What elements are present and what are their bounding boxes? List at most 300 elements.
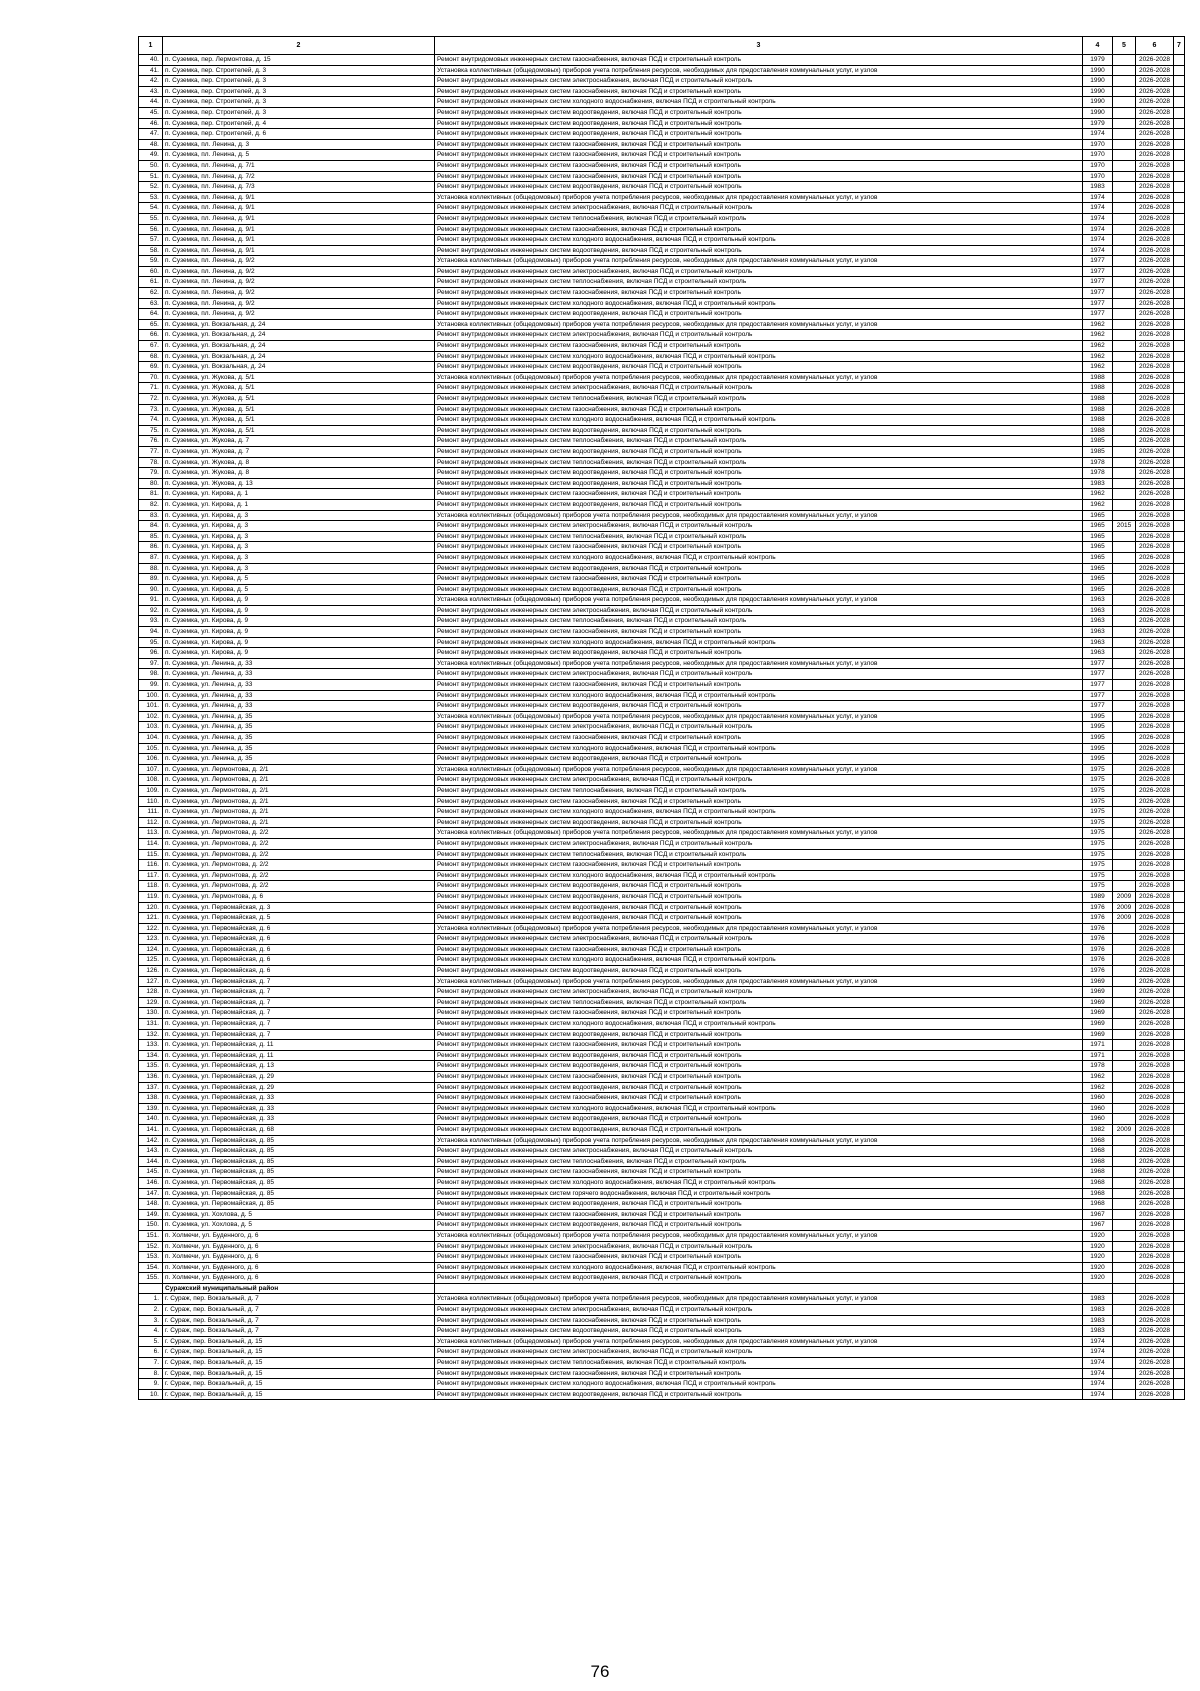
cell-work-type: Ремонт внутридомовых инженерных систем теплоснабжения, включая ПСД и строительный контроль — [435, 436, 1083, 447]
cell-last-repair-year: 2009 — [1113, 913, 1136, 924]
cell-build-year: 1977 — [1083, 658, 1113, 669]
cell-work-type: Ремонт внутридомовых инженерных систем водоотведения, включая ПСД и строительный контроль — [435, 1082, 1083, 1093]
cell-build-year: 1979 — [1083, 118, 1113, 129]
cell-build-year: 1977 — [1083, 680, 1113, 691]
cell-extra — [1174, 213, 1185, 224]
cell-work-type: Ремонт внутридомовых инженерных систем холодного водоснабжения, включая ПСД и строительный контроль — [435, 743, 1083, 754]
cell-work-type: Ремонт внутридомовых инженерных систем водоотведения, включая ПСД и строительный контроль — [435, 182, 1083, 193]
cell-planned-period: 2026-2028 — [1136, 785, 1174, 796]
cell-build-year: 1988 — [1083, 372, 1113, 383]
cell-row-number: 139. — [139, 1103, 163, 1114]
table-row — [139, 319, 1185, 330]
cell-address: п. Суземка, пер. Строителей, д. 3 — [163, 97, 435, 108]
table-row — [139, 574, 1185, 585]
cell-planned-period: 2026-2028 — [1136, 404, 1174, 415]
cell-row-number: 147. — [139, 1188, 163, 1199]
cell-row-number: 80. — [139, 478, 163, 489]
cell-address: п. Суземка, ул. Кирова, д. 3 — [163, 542, 435, 553]
cell-build-year: 1974 — [1083, 235, 1113, 246]
cell-build-year: 1968 — [1083, 1156, 1113, 1167]
cell-last-repair-year — [1113, 436, 1136, 447]
cell-row-number: 90. — [139, 584, 163, 595]
cell-row-number: 94. — [139, 627, 163, 638]
cell-planned-period: 2026-2028 — [1136, 97, 1174, 108]
cell-last-repair-year — [1113, 1389, 1136, 1400]
header-cell-3: 3 — [435, 37, 1083, 55]
cell-row-number: 42. — [139, 76, 163, 87]
cell-build-year: 1975 — [1083, 775, 1113, 786]
cell-extra — [1174, 372, 1185, 383]
cell-extra — [1174, 1167, 1185, 1178]
table-row — [139, 1072, 1185, 1083]
cell-build-year: 1963 — [1083, 595, 1113, 606]
cell-planned-period: 2026-2028 — [1136, 1093, 1174, 1104]
table-row — [139, 277, 1185, 288]
cell-extra — [1174, 499, 1185, 510]
cell-build-year: 1995 — [1083, 733, 1113, 744]
cell-extra — [1174, 1061, 1185, 1072]
cell-row-number: 136. — [139, 1072, 163, 1083]
cell-extra — [1174, 1156, 1185, 1167]
cell-row-number: 51. — [139, 171, 163, 182]
cell-extra — [1174, 97, 1185, 108]
cell-address: п. Суземка, ул. Первомайская, д. 85 — [163, 1167, 435, 1178]
table-row — [139, 446, 1185, 457]
cell-planned-period: 2026-2028 — [1136, 1336, 1174, 1347]
table-row — [139, 425, 1185, 436]
cell-planned-period: 2026-2028 — [1136, 1040, 1174, 1051]
table-row — [139, 150, 1185, 161]
cell-last-repair-year — [1113, 1315, 1136, 1326]
cell-extra — [1174, 1008, 1185, 1019]
cell-work-type: Ремонт внутридомовых инженерных систем газоснабжения, включая ПСД и строительный контроль — [435, 1040, 1083, 1051]
table-row — [139, 944, 1185, 955]
cell-address: п. Суземка, ул. Ленина, д. 35 — [163, 711, 435, 722]
cell-work-type: Ремонт внутридомовых инженерных систем водоотведения, включая ПСД и строительный контроль — [435, 913, 1083, 924]
cell-last-repair-year — [1113, 764, 1136, 775]
cell-extra — [1174, 955, 1185, 966]
cell-last-repair-year — [1113, 1093, 1136, 1104]
cell-last-repair-year — [1113, 266, 1136, 277]
cell-address: п. Суземка, пл. Ленина, д. 9/1 — [163, 192, 435, 203]
cell-build-year: 1983 — [1083, 182, 1113, 193]
table-row — [139, 213, 1185, 224]
cell-row-number: 45. — [139, 107, 163, 118]
cell-last-repair-year: 2009 — [1113, 891, 1136, 902]
cell-work-type: Ремонт внутридомовых инженерных систем газоснабжения, включая ПСД и строительный контроль — [435, 404, 1083, 415]
cell-work-type: Установка коллективных (общедомовых) приборов учета потребления ресурсов, необходимых для предоставления коммунальных услуг, и узлов — [435, 1230, 1083, 1241]
cell-address: п. Суземка, ул. Первомайская, д. 29 — [163, 1072, 435, 1083]
cell-row-number: 92. — [139, 605, 163, 616]
cell-planned-period: 2026-2028 — [1136, 701, 1174, 712]
cell-row-number: 126. — [139, 966, 163, 977]
cell-row-number: 47. — [139, 129, 163, 140]
cell-build-year: 1974 — [1083, 213, 1113, 224]
cell-row-number: 151. — [139, 1230, 163, 1241]
cell-extra — [1174, 913, 1185, 924]
cell-last-repair-year — [1113, 192, 1136, 203]
cell-row-number: 120. — [139, 902, 163, 913]
cell-build-year: 1969 — [1083, 997, 1113, 1008]
table-row — [139, 1379, 1185, 1390]
cell-address: п. Суземка, пл. Ленина, д. 9/2 — [163, 288, 435, 299]
cell-address: п. Суземка, ул. Кирова, д. 9 — [163, 637, 435, 648]
cell-planned-period: 2026-2028 — [1136, 1103, 1174, 1114]
cell-last-repair-year — [1113, 1305, 1136, 1316]
cell-extra — [1174, 160, 1185, 171]
cell-build-year: 1963 — [1083, 637, 1113, 648]
cell-work-type: Ремонт внутридомовых инженерных систем газоснабжения, включая ПСД и строительный контроль — [435, 1368, 1083, 1379]
cell-address: п. Суземка, ул. Вокзальная, д. 24 — [163, 362, 435, 373]
cell-planned-period: 2026-2028 — [1136, 574, 1174, 585]
cell-last-repair-year — [1113, 1040, 1136, 1051]
cell-address: п. Суземка, ул. Первомайская, д. 29 — [163, 1082, 435, 1093]
cell-work-type: Ремонт внутридомовых инженерных систем холодного водоснабжения, включая ПСД и строительный контроль — [435, 552, 1083, 563]
cell-extra — [1174, 139, 1185, 150]
cell-row-number: 143. — [139, 1146, 163, 1157]
cell-row-number: 118. — [139, 881, 163, 892]
cell-row-number: 145. — [139, 1167, 163, 1178]
cell-address: п. Суземка, ул. Вокзальная, д. 24 — [163, 351, 435, 362]
cell-extra — [1174, 891, 1185, 902]
cell-address: п. Суземка, пл. Ленина, д. 9/2 — [163, 309, 435, 320]
cell-build-year: 1977 — [1083, 298, 1113, 309]
cell-address: п. Суземка, ул. Жукова, д. 5/1 — [163, 383, 435, 394]
table-row — [139, 341, 1185, 352]
cell-extra — [1174, 383, 1185, 394]
cell-build-year: 1976 — [1083, 902, 1113, 913]
cell-address: г. Сураж, пер. Вокзальный, д. 7 — [163, 1315, 435, 1326]
cell-build-year: 1995 — [1083, 754, 1113, 765]
table-row — [139, 55, 1185, 66]
cell-build-year: 1976 — [1083, 966, 1113, 977]
cell-planned-period: 2026-2028 — [1136, 1379, 1174, 1390]
cell-build-year: 1962 — [1083, 489, 1113, 500]
cell-build-year: 1968 — [1083, 1177, 1113, 1188]
cell-planned-period: 2026-2028 — [1136, 1146, 1174, 1157]
cell-address: п. Суземка, ул. Лермонтова, д. 2/1 — [163, 764, 435, 775]
cell-planned-period: 2026-2028 — [1136, 1326, 1174, 1337]
cell-last-repair-year — [1113, 870, 1136, 881]
cell-last-repair-year — [1113, 55, 1136, 66]
cell-planned-period: 2026-2028 — [1136, 637, 1174, 648]
cell-build-year: 1968 — [1083, 1146, 1113, 1157]
cell-extra — [1174, 256, 1185, 267]
cell-last-repair-year — [1113, 807, 1136, 818]
cell-build-year: 1975 — [1083, 828, 1113, 839]
cell-work-type: Ремонт внутридомовых инженерных систем теплоснабжения, включая ПСД и строительный контроль — [435, 785, 1083, 796]
cell-extra — [1174, 341, 1185, 352]
table-row — [139, 775, 1185, 786]
table-row — [139, 1177, 1185, 1188]
cell-row-number: 77. — [139, 446, 163, 457]
cell-planned-period: 2026-2028 — [1136, 1305, 1174, 1316]
table-row — [139, 235, 1185, 246]
cell-planned-period: 2026-2028 — [1136, 648, 1174, 659]
cell-work-type: Ремонт внутридомовых инженерных систем газоснабжения, включая ПСД и строительный контроль — [435, 224, 1083, 235]
table-row — [139, 489, 1185, 500]
table-row — [139, 1273, 1185, 1284]
table-row — [139, 1389, 1185, 1400]
cell-address: п. Суземка, ул. Ленина, д. 35 — [163, 722, 435, 733]
cell-last-repair-year — [1113, 722, 1136, 733]
cell-last-repair-year — [1113, 160, 1136, 171]
cell-address: г. Сураж, пер. Вокзальный, д. 15 — [163, 1368, 435, 1379]
cell-build-year: 1985 — [1083, 436, 1113, 447]
cell-work-type: Установка коллективных (общедомовых) приборов учета потребления ресурсов, необходимых для предоставления коммунальных услуг, и узлов — [435, 595, 1083, 606]
cell-row-number: 76. — [139, 436, 163, 447]
table-row — [139, 955, 1185, 966]
cell-build-year: 1962 — [1083, 330, 1113, 341]
cell-build-year: 1920 — [1083, 1241, 1113, 1252]
cell-address: п. Суземка, ул. Кирова, д. 3 — [163, 552, 435, 563]
section-row — [139, 1283, 1185, 1294]
cell-extra — [1174, 701, 1185, 712]
cell-work-type: Ремонт внутридомовых инженерных систем холодного водоснабжения, включая ПСД и строительный контроль — [435, 955, 1083, 966]
cell-address: г. Сураж, пер. Вокзальный, д. 7 — [163, 1326, 435, 1337]
cell-build-year: 1977 — [1083, 701, 1113, 712]
cell-extra — [1174, 648, 1185, 659]
table-row — [139, 468, 1185, 479]
cell-planned-period: 2026-2028 — [1136, 838, 1174, 849]
cell-build-year: 1990 — [1083, 97, 1113, 108]
cell-extra — [1174, 722, 1185, 733]
cell-planned-period: 2026-2028 — [1136, 436, 1174, 447]
cell-last-repair-year — [1113, 658, 1136, 669]
cell-work-type: Установка коллективных (общедомовых) приборов учета потребления ресурсов, необходимых для предоставления коммунальных услуг, и узлов — [435, 764, 1083, 775]
cell-last-repair-year — [1113, 97, 1136, 108]
table-row — [139, 1336, 1185, 1347]
cell-row-number: 102. — [139, 711, 163, 722]
cell-extra — [1174, 1040, 1185, 1051]
cell-address: г. Сураж, пер. Вокзальный, д. 15 — [163, 1336, 435, 1347]
cell-extra — [1174, 1019, 1185, 1030]
cell-extra — [1174, 531, 1185, 542]
cell-work-type: Установка коллективных (общедомовых) приборов учета потребления ресурсов, необходимых для предоставления коммунальных услуг, и узлов — [435, 510, 1083, 521]
cell-last-repair-year — [1113, 256, 1136, 267]
header-cell-7: 7 — [1174, 37, 1185, 55]
cell-address: п. Суземка, ул. Кирова, д. 9 — [163, 648, 435, 659]
cell-row-number: 3. — [139, 1315, 163, 1326]
cell-planned-period: 2026-2028 — [1136, 796, 1174, 807]
cell-build-year: 1920 — [1083, 1230, 1113, 1241]
cell-work-type: Ремонт внутридомовых инженерных систем водоотведения, включая ПСД и строительный контроль — [435, 1273, 1083, 1284]
cell-extra — [1174, 733, 1185, 744]
cell-extra — [1174, 1103, 1185, 1114]
table-row — [139, 65, 1185, 76]
cell-planned-period: 2026-2028 — [1136, 1177, 1174, 1188]
cell-last-repair-year — [1113, 457, 1136, 468]
cell-last-repair-year — [1113, 1146, 1136, 1157]
cell-address: п. Суземка, пл. Ленина, д. 3 — [163, 139, 435, 150]
cell-extra — [1174, 1252, 1185, 1263]
cell-last-repair-year — [1113, 531, 1136, 542]
cell-planned-period: 2026-2028 — [1136, 446, 1174, 457]
table-row — [139, 118, 1185, 129]
cell-build-year: 1968 — [1083, 1188, 1113, 1199]
cell-address: п. Суземка, пл. Ленина, д. 9/1 — [163, 224, 435, 235]
cell-extra — [1174, 1124, 1185, 1135]
cell-work-type: Ремонт внутридомовых инженерных систем газоснабжения, включая ПСД и строительный контроль — [435, 1209, 1083, 1220]
cell-row-number: 153. — [139, 1252, 163, 1263]
cell-build-year: 1968 — [1083, 1199, 1113, 1210]
table-row — [139, 722, 1185, 733]
cell-address: п. Суземка, ул. Первомайская, д. 7 — [163, 997, 435, 1008]
cell-planned-period: 2026-2028 — [1136, 489, 1174, 500]
cell-build-year: 1978 — [1083, 468, 1113, 479]
cell-last-repair-year — [1113, 616, 1136, 627]
cell-work-type: Ремонт внутридомовых инженерных систем электроснабжения, включая ПСД и строительный контроль — [435, 1146, 1083, 1157]
cell-last-repair-year — [1113, 489, 1136, 500]
cell-address: г. Сураж, пер. Вокзальный, д. 15 — [163, 1379, 435, 1390]
cell-row-number: 134. — [139, 1050, 163, 1061]
cell-work-type: Ремонт внутридомовых инженерных систем водоотведения, включая ПСД и строительный контроль — [435, 563, 1083, 574]
cell-planned-period: 2026-2028 — [1136, 1209, 1174, 1220]
cell-work-type: Ремонт внутридомовых инженерных систем водоотведения, включая ПСД и строительный контроль — [435, 1220, 1083, 1231]
cell-last-repair-year — [1113, 1336, 1136, 1347]
cell-build-year: 1978 — [1083, 457, 1113, 468]
cell-last-repair-year — [1113, 552, 1136, 563]
table-row — [139, 97, 1185, 108]
cell-last-repair-year — [1113, 394, 1136, 405]
table-row — [139, 1315, 1185, 1326]
cell-extra — [1174, 107, 1185, 118]
cell-work-type: Ремонт внутридомовых инженерных систем водоотведения, включая ПСД и строительный контроль — [435, 129, 1083, 140]
cell-row-number: 46. — [139, 118, 163, 129]
cell-row-number: 140. — [139, 1114, 163, 1125]
cell-build-year: 1977 — [1083, 690, 1113, 701]
cell-build-year: 1971 — [1083, 1050, 1113, 1061]
cell-last-repair-year — [1113, 1379, 1136, 1390]
cell-build-year: 1988 — [1083, 415, 1113, 426]
cell-build-year: 1965 — [1083, 574, 1113, 585]
cell-last-repair-year — [1113, 351, 1136, 362]
cell-last-repair-year — [1113, 65, 1136, 76]
cell-address: п. Суземка, ул. Первомайская, д. 6 — [163, 923, 435, 934]
cell-row-number: 106. — [139, 754, 163, 765]
cell-work-type: Ремонт внутридомовых инженерных систем газоснабжения, включая ПСД и строительный контроль — [435, 139, 1083, 150]
cell-extra — [1174, 944, 1185, 955]
cell-planned-period: 2026-2028 — [1136, 457, 1174, 468]
cell-extra — [1174, 1283, 1185, 1294]
table-row — [139, 298, 1185, 309]
cell-build-year: 1974 — [1083, 1358, 1113, 1369]
cell-row-number: 75. — [139, 425, 163, 436]
cell-row-number: 52. — [139, 182, 163, 193]
cell-row-number: 138. — [139, 1093, 163, 1104]
cell-row-number: 135. — [139, 1061, 163, 1072]
cell-last-repair-year — [1113, 860, 1136, 871]
cell-last-repair-year — [1113, 245, 1136, 256]
cell-work-type: Ремонт внутридомовых инженерных систем водоотведения, включая ПСД и строительный контроль — [435, 425, 1083, 436]
cell-build-year: 1990 — [1083, 76, 1113, 87]
cell-address: п. Суземка, ул. Ленина, д. 35 — [163, 754, 435, 765]
cell-planned-period: 2026-2028 — [1136, 1061, 1174, 1072]
cell-address: п. Суземка, ул. Кирова, д. 1 — [163, 489, 435, 500]
table-row — [139, 913, 1185, 924]
cell-row-number: 89. — [139, 574, 163, 585]
cell-build-year: 1977 — [1083, 256, 1113, 267]
cell-build-year: 1983 — [1083, 478, 1113, 489]
table-row — [139, 648, 1185, 659]
cell-planned-period: 2026-2028 — [1136, 1241, 1174, 1252]
table-row — [139, 1061, 1185, 1072]
cell-work-type: Ремонт внутридомовых инженерных систем газоснабжения, включая ПСД и строительный контроль — [435, 55, 1083, 66]
cell-work-type: Ремонт внутридомовых инженерных систем газоснабжения, включая ПСД и строительный контроль — [435, 860, 1083, 871]
table-row — [139, 531, 1185, 542]
cell-planned-period: 2026-2028 — [1136, 881, 1174, 892]
cell-planned-period: 2026-2028 — [1136, 224, 1174, 235]
table-row — [139, 330, 1185, 341]
cell-last-repair-year — [1113, 478, 1136, 489]
table-row — [139, 1167, 1185, 1178]
cell-planned-period: 2026-2028 — [1136, 627, 1174, 638]
header-cell-2: 2 — [163, 37, 435, 55]
cell-build-year: 1974 — [1083, 129, 1113, 140]
cell-row-number: 113. — [139, 828, 163, 839]
cell-row-number: 150. — [139, 1220, 163, 1231]
table-row — [139, 415, 1185, 426]
cell-work-type: Ремонт внутридомовых инженерных систем электроснабжения, включая ПСД и строительный контроль — [435, 605, 1083, 616]
cell-build-year: 1967 — [1083, 1209, 1113, 1220]
cell-build-year: 1965 — [1083, 542, 1113, 553]
cell-last-repair-year — [1113, 224, 1136, 235]
cell-row-number: 63. — [139, 298, 163, 309]
cell-work-type: Ремонт внутридомовых инженерных систем газоснабжения, включая ПСД и строительный контроль — [435, 1315, 1083, 1326]
cell-address: п. Суземка, пер. Строителей, д. 4 — [163, 118, 435, 129]
cell-extra — [1174, 394, 1185, 405]
cell-row-number: 1. — [139, 1294, 163, 1305]
cell-row-number: 103. — [139, 722, 163, 733]
cell-work-type: Ремонт внутридомовых инженерных систем водоотведения, включая ПСД и строительный контроль — [435, 902, 1083, 913]
table-row — [139, 987, 1185, 998]
cell-planned-period: 2026-2028 — [1136, 1230, 1174, 1241]
cell-build-year: 1975 — [1083, 881, 1113, 892]
cell-planned-period: 2026-2028 — [1136, 658, 1174, 669]
cell-address: п. Суземка, ул. Первомайская, д. 85 — [163, 1135, 435, 1146]
cell-row-number: 149. — [139, 1209, 163, 1220]
cell-address: п. Суземка, пер. Строителей, д. 3 — [163, 65, 435, 76]
cell-extra — [1174, 446, 1185, 457]
cell-planned-period: 2026-2028 — [1136, 1262, 1174, 1273]
cell-last-repair-year — [1113, 1114, 1136, 1125]
cell-address: п. Суземка, ул. Кирова, д. 5 — [163, 574, 435, 585]
cell-address: п. Суземка, ул. Вокзальная, д. 24 — [163, 319, 435, 330]
cell-row-number: 107. — [139, 764, 163, 775]
cell-row-number: 56. — [139, 224, 163, 235]
cell-build-year: 1983 — [1083, 1326, 1113, 1337]
cell-extra — [1174, 1230, 1185, 1241]
cell-work-type: Ремонт внутридомовых инженерных систем электроснабжения, включая ПСД и строительный контроль — [435, 934, 1083, 945]
cell-row-number: 105. — [139, 743, 163, 754]
cell-row-number: 154. — [139, 1262, 163, 1273]
cell-planned-period: 2026-2028 — [1136, 1199, 1174, 1210]
cell-planned-period: 2026-2028 — [1136, 711, 1174, 722]
cell-build-year: 1975 — [1083, 870, 1113, 881]
table-row — [139, 754, 1185, 765]
cell-last-repair-year — [1113, 817, 1136, 828]
cell-address: п. Суземка, ул. Вокзальная, д. 24 — [163, 341, 435, 352]
cell-row-number: 4. — [139, 1326, 163, 1337]
cell-build-year: 1983 — [1083, 1305, 1113, 1316]
cell-extra — [1174, 235, 1185, 246]
cell-planned-period: 2026-2028 — [1136, 65, 1174, 76]
cell-planned-period: 2026-2028 — [1136, 1294, 1174, 1305]
cell-work-type: Ремонт внутридомовых инженерных систем электроснабжения, включая ПСД и строительный контроль — [435, 838, 1083, 849]
works-table — [138, 36, 1185, 1400]
cell-last-repair-year — [1113, 404, 1136, 415]
cell-address: п. Суземка, ул. Кирова, д. 9 — [163, 616, 435, 627]
